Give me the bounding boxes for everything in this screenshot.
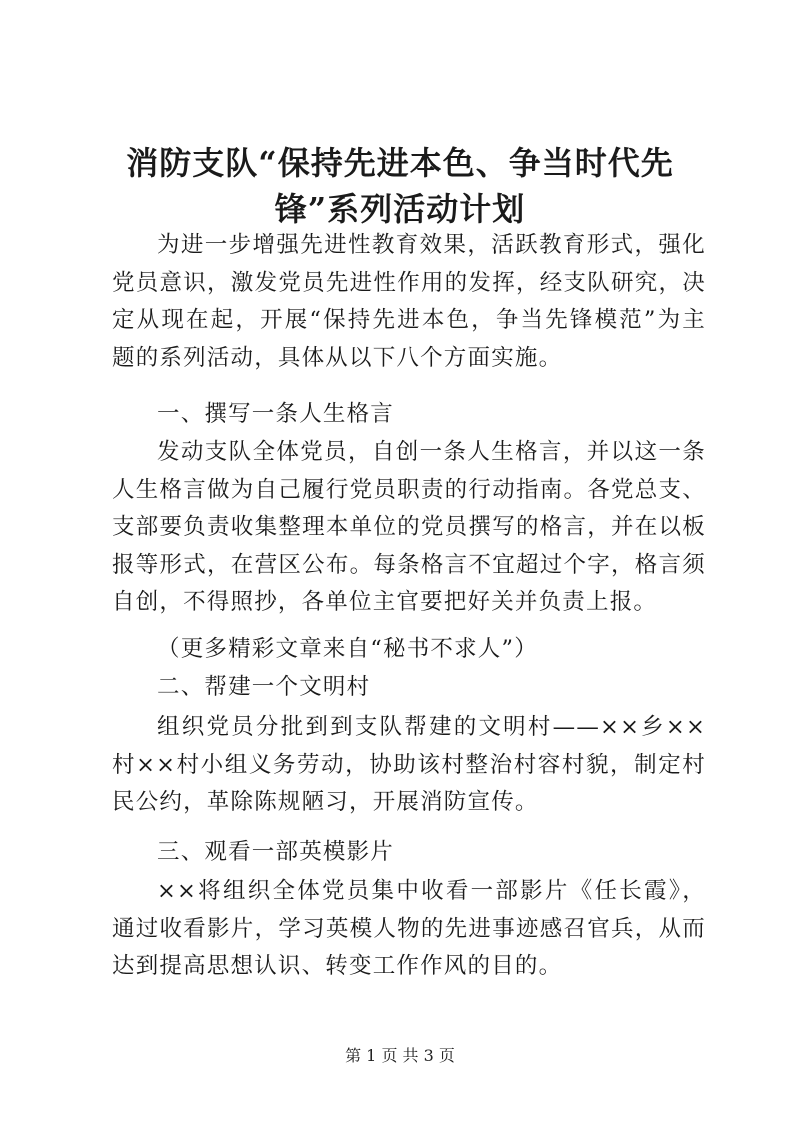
section-1-heading: 一、撰写一条人生格言: [157, 401, 395, 427]
document-title: 消防支队“保持先进本色、争当时代先锋”系列活动计划: [126, 144, 674, 228]
page-footer: 第 1 页 共 3 页: [345, 1046, 455, 1065]
section-2-paragraph: 组织党员分批到到支队帮建的文明村——××乡××村××村小组义务劳动，协助该村整治村容村貌，制定村民公约，革除陈规陋习，开展消防宣传。: [112, 714, 706, 815]
section-3-paragraph: ××将组织全体党员集中收看一部影片《任长霞》，通过收看影片，学习英模人物的先进事迹感召官兵，从而达到提高思想认识、转变工作作风的目的。: [112, 878, 706, 979]
source-note: （更多精彩文章来自“秘书不求人”）: [157, 636, 538, 662]
section-3-heading: 三、观看一部英模影片: [157, 839, 395, 865]
section-1-paragraph: 发动支队全体党员，自创一条人生格言，并以这一条人生格言做为自己履行党员职责的行动指南。各党总支、支部要负责收集整理本单位的党员撰写的格言，并在以板报等形式，在营区公布。每条格言不宜超过个字，格言须自创，不得照抄，各单位主官要把好关并负责上报。: [112, 439, 706, 615]
section-2-heading: 二、帮建一个文明村: [157, 674, 371, 700]
intro-paragraph: 为进一步增强先进性教育效果，活跃教育形式，强化党员意识，激发党员先进性作用的发挥，经支队研究，决定从现在起，开展“保持先进本色，争当先锋模范”为主题的系列活动，具体从以下八个方面实施。: [112, 232, 706, 371]
